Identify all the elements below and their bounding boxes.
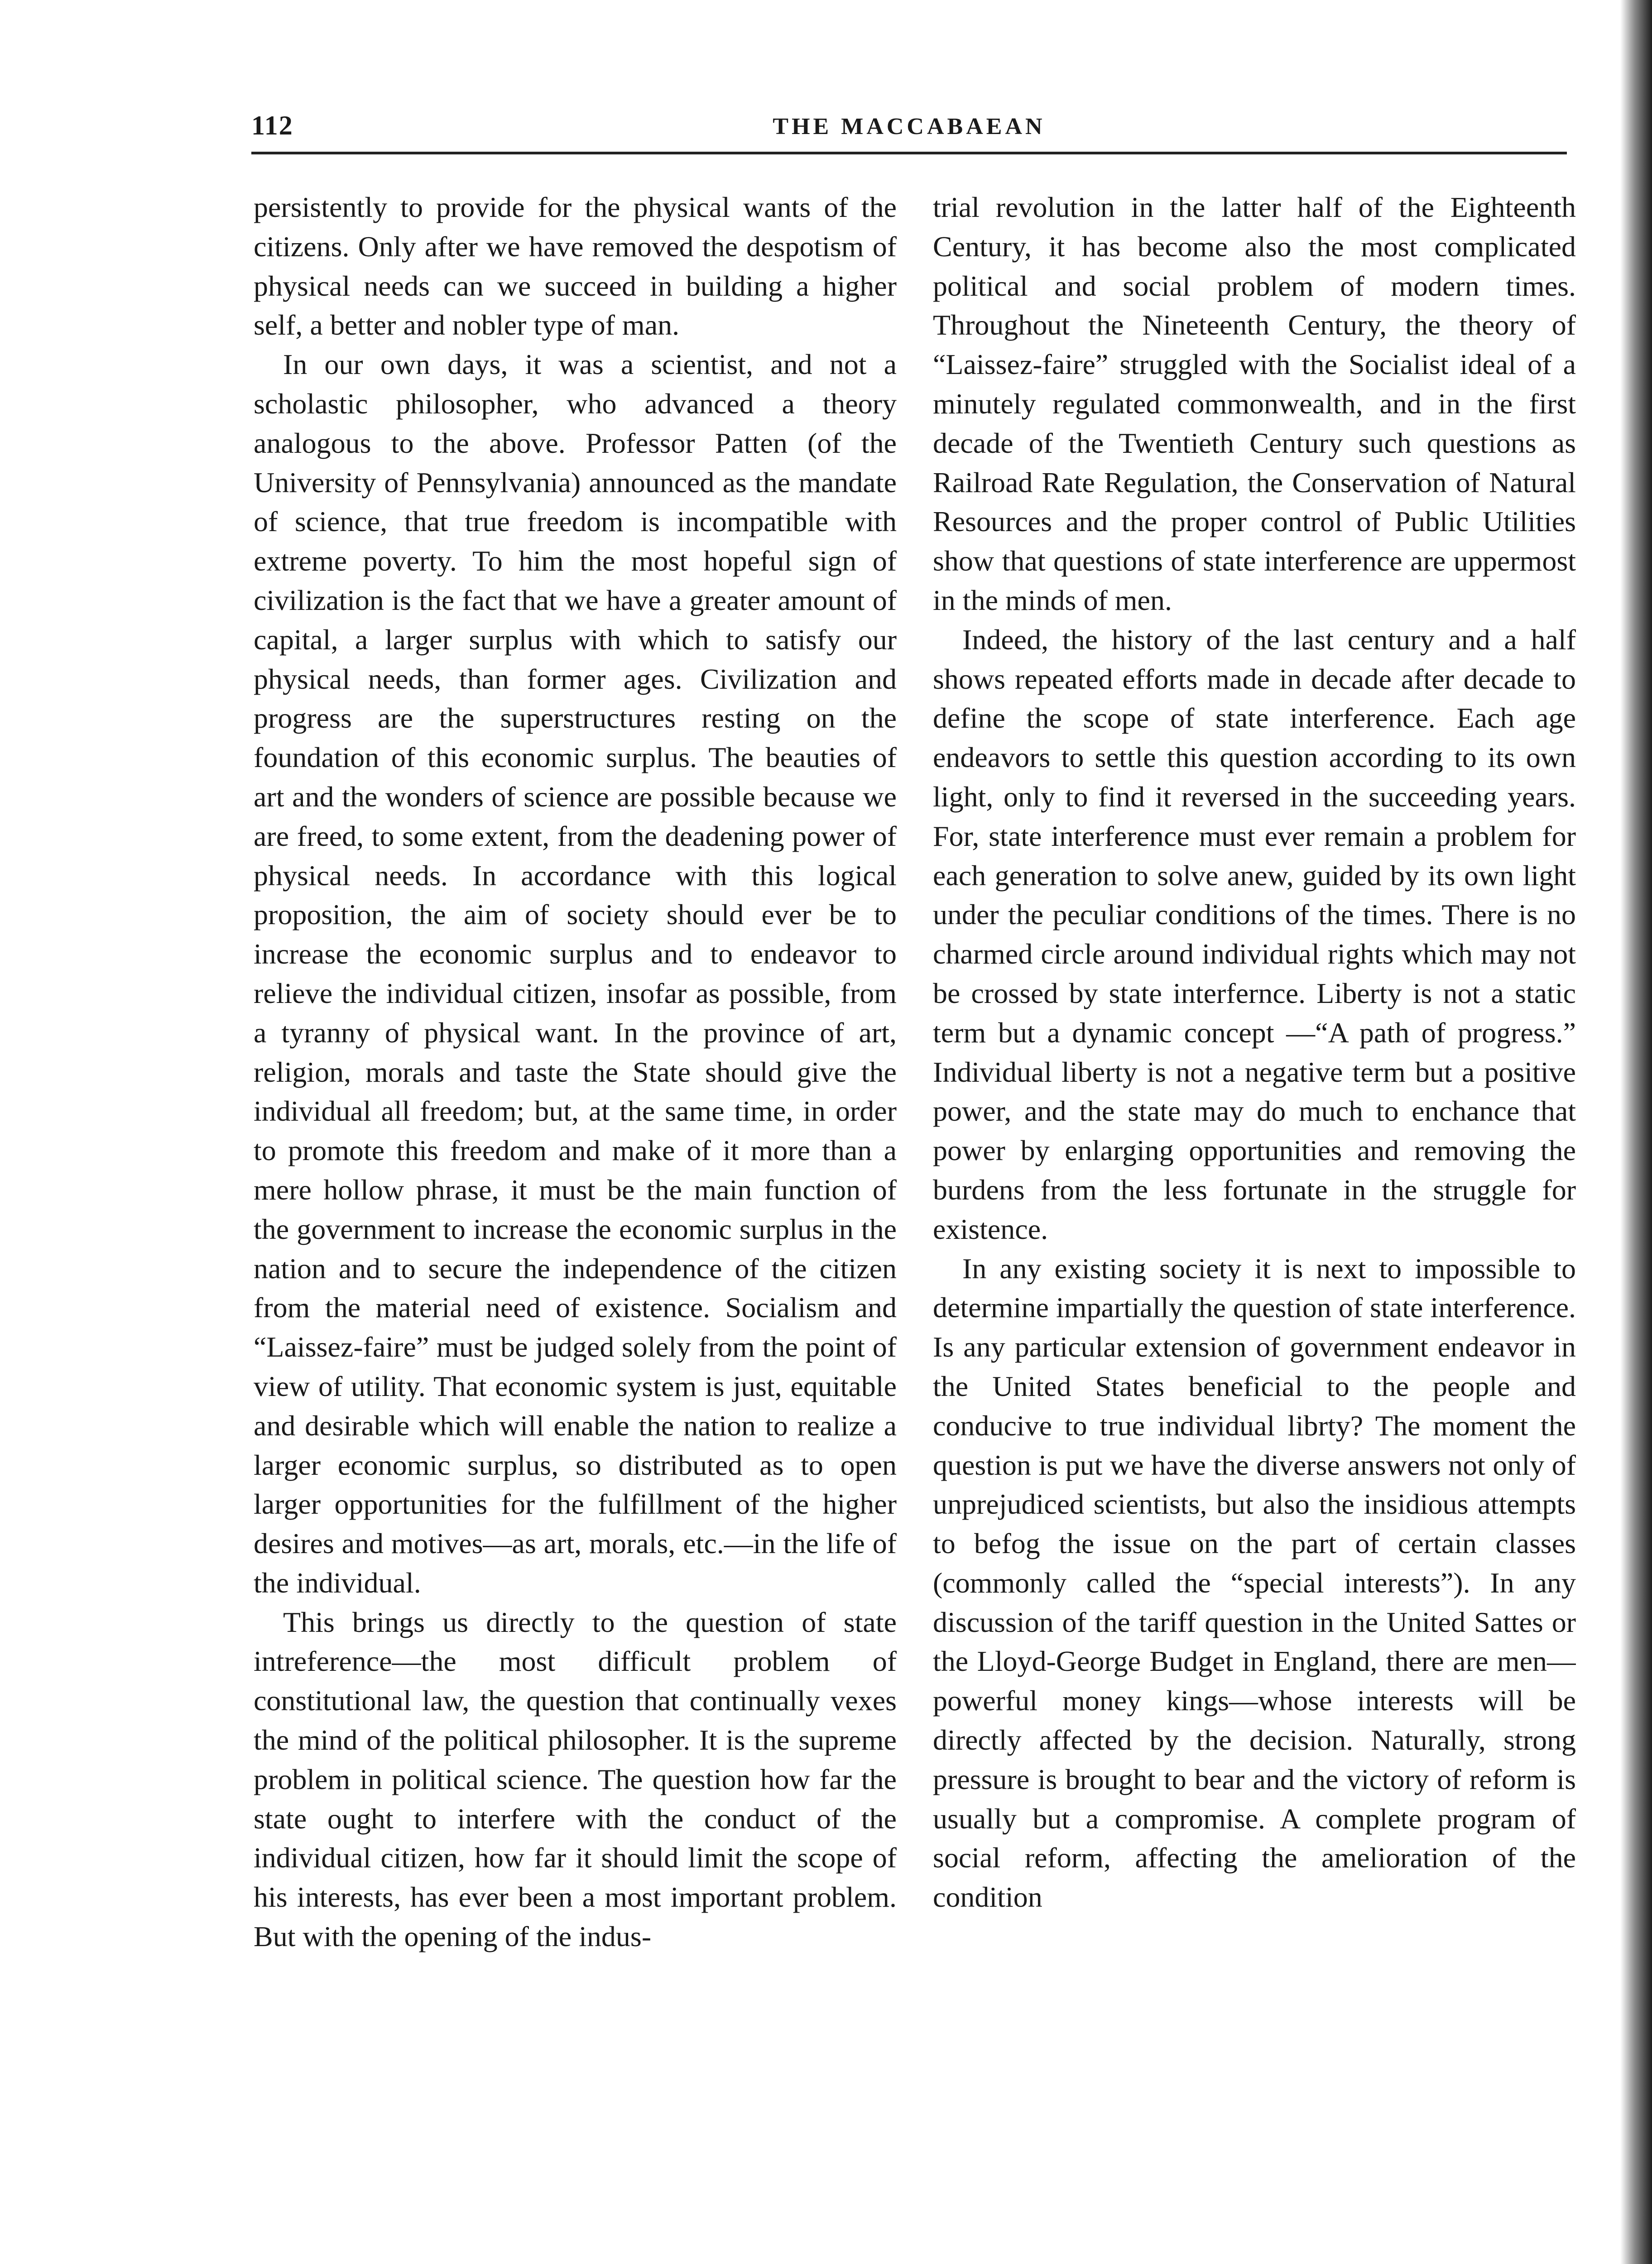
paragraph: This brings us directly to the question of state intreference—the most difficult problem of constitutional law, the question that continually vexes the mind of the political philosopher. It is the supreme problem in political science. The question how far the state ought to interfere with the conduct of the individual citizen, how far it should limit the scope of his interests, has ever been a most important problem. But with the opening of the indus- [254,1606,897,1953]
paragraph: Indeed, the history of the last century and a half shows repeated efforts made in decade after decade to define the scope of state interference. Each age endeavors to settle this question according to its own light, only to find it reversed in the succeeding years. For, state interference must ever remain a problem for each generation to solve anew, guided by its own light under the peculiar conditions of the times. There is no charmed circle around individual rights which may not be crossed by state interfernce. Liberty is not a static term but a dynamic concept —“A path of progress.” Individual liberty is not a negative term but a positive power, and the state may do much to enchance that power by enlarging opportunities and removing the burdens from the less fortunate in the struggle for existence. [933,623,1576,1245]
left-column [254,188,897,2264]
paragraph: In any existing society it is next to impossible to determine impartially the question of state interference. Is any particular extension of government endeavor in the United States beneficial to the people and conducive to true individual librty? The moment the question is put we have the diverse answers not only of unprejudiced scientists, but also the insidious attempts to befog the issue on the part of certain classes (commonly called the “special interests”). In any discussion of the tariff question in the United Sattes or the Lloyd-George Budget in England, there are men—powerful money kings—whose interests will be directly affected by the decision. Naturally, strong pressure is brought to bear and the victory of reform is usually but a compromise. A complete program of social reform, affecting the amelioration of the condition [933,1252,1576,1914]
page-number: 112 [251,110,293,140]
paragraph: In our own days, it was a scientist, and not a scholastic philosopher, who advanced a theory analogous to the above. Professor Patten (of the University of Pennsylvania) announced as the mandate of science, that true freedom is incompatible with extreme poverty. To him the most hopeful sign of civilization is the fact that we have a greater amount of capital, a larger surplus with which to satisfy our physical needs, than former ages. Civilization and progress are the superstructures resting on the foundation of this economic surplus. The beauties of art and the wonders of science are possible because we are freed, to some extent, from the deadening power of physical needs. In accordance with this logical proposition, the aim of society should ever be to increase the economic surplus and to endeavor to relieve the individual citizen, insofar as possible, from a tyranny of physical want. In the province of art, religion, morals and taste the State should give the individual all freedom; but, at the same time, in order to promote this freedom and make of it more than a mere hollow phrase, it must be the main function of the government to increase the economic surplus in the nation and to secure the independence of the citizen from the material need of existence. Socialism and “Laissez-faire” must be judged solely from the point of view of utility. That economic system is just, equitable and desirable which will enable the nation to realize a larger economic surplus, so distributed as to open larger opportunities for the fulfillment of the higher desires and motives—as art, morals, etc.—in the life of the individual. [254,348,897,1599]
paragraph: persistently to provide for the physical wants of the citizens. Only after we have removed the despotism of physical needs can we succeed in building a higher self, a better and nobler type of man. [254,191,897,341]
running-title: THE MACCABAEAN [773,114,1046,139]
paragraph: trial revolution in the latter half of the Eighteenth Century, it has become also the most complicated political and social problem of modern times. Throughout the Nineteenth Century, the theory of “Laissez-faire” struggled with the Socialist ideal of a minutely regulated commonwealth, and in the first decade of the Twentieth Century such questions as Railroad Rate Regulation, the Conservation of Natural Resources and the proper control of Public Utilities show that questions of state interference are uppermost in the minds of men. [933,191,1576,616]
page-header [251,102,1567,154]
right-column [933,188,1576,2264]
page-edge-shadow [1620,0,1652,2264]
